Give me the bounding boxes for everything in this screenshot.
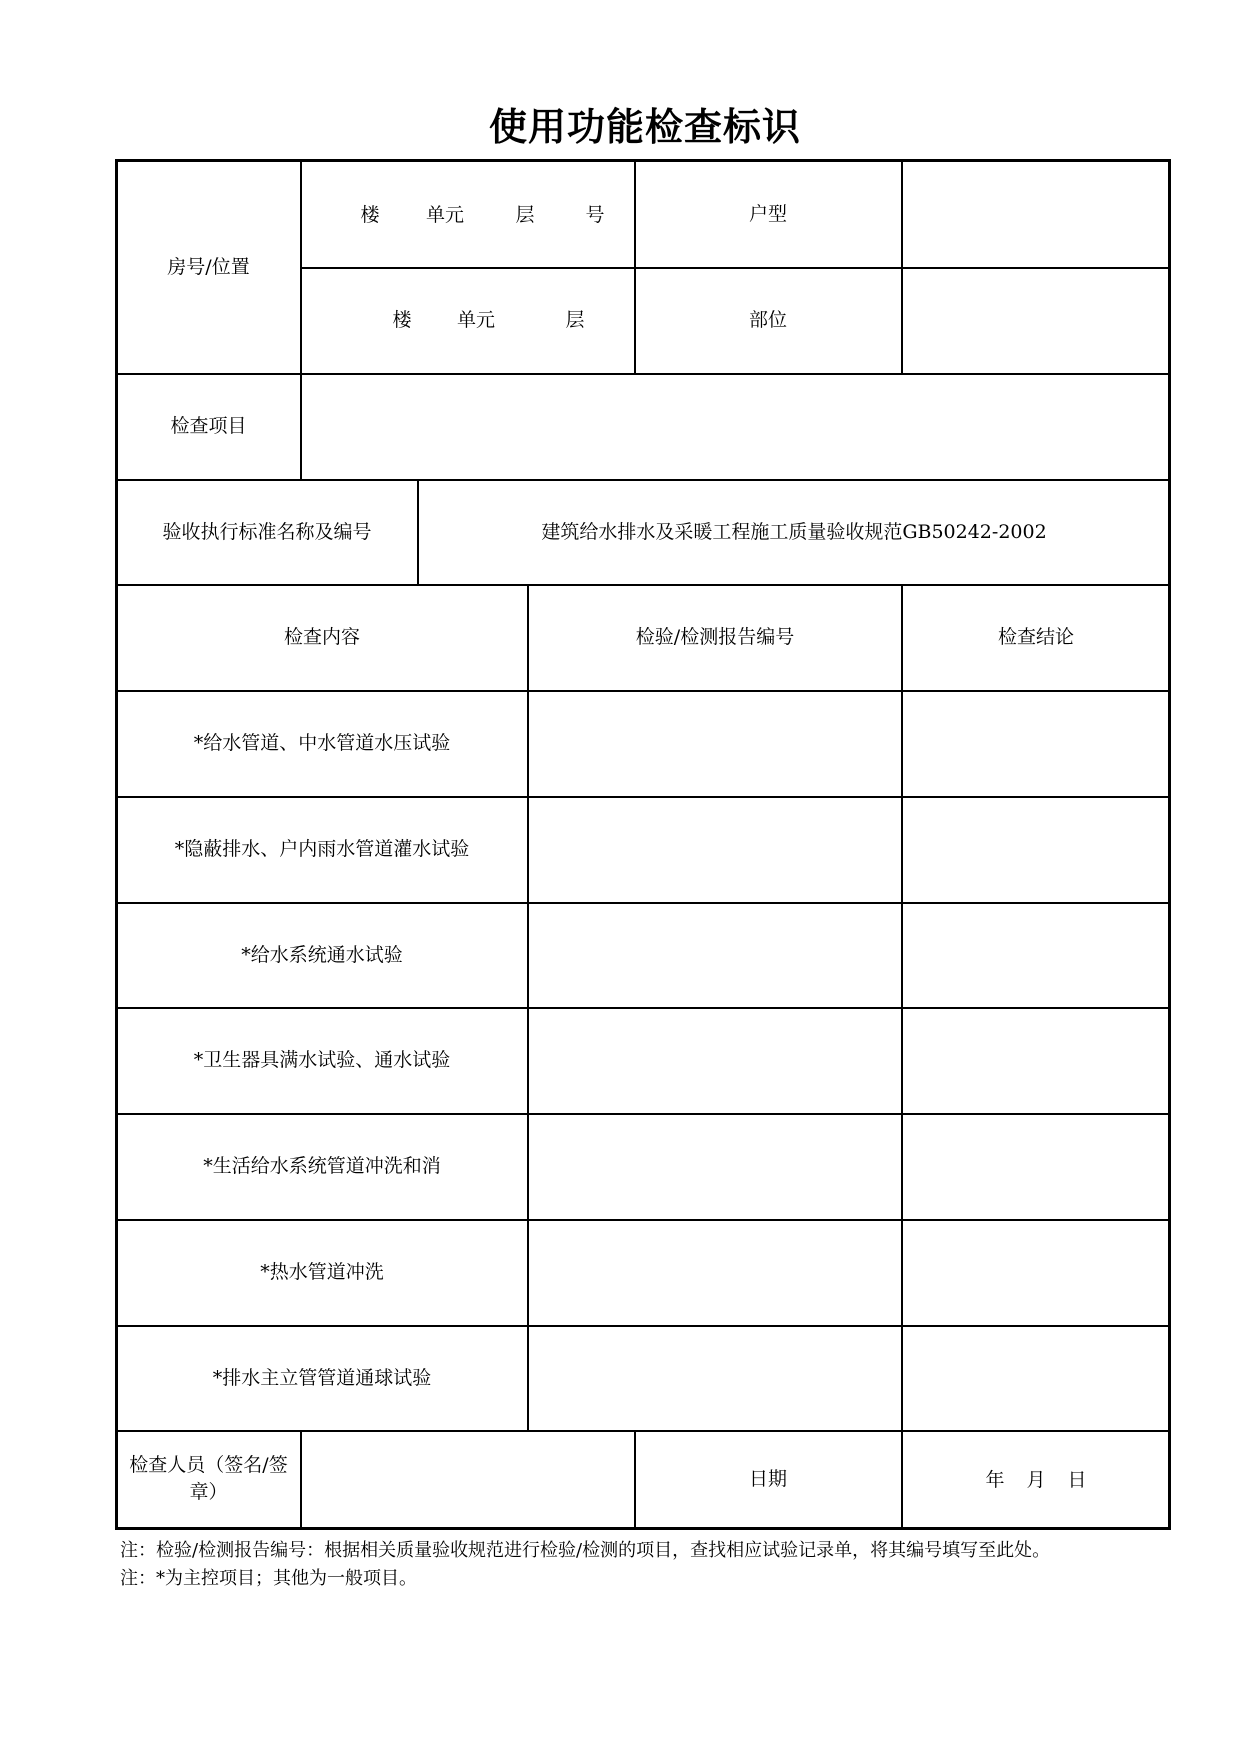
date-day-label: 日: [1067, 1468, 1087, 1491]
conclusion-field[interactable]: [903, 1326, 1169, 1430]
part-value-field[interactable]: [903, 268, 1169, 373]
document-title: 使用功能检查标识: [488, 105, 801, 149]
building-field-label: 楼: [360, 203, 380, 226]
table-row-content: *卫生器具满水试验、通水试验: [193, 1049, 451, 1071]
report-number-field[interactable]: [529, 1114, 901, 1219]
table-row-content: *热水管道冲洗: [260, 1261, 384, 1283]
notes: [120, 1537, 1120, 1593]
conclusion-field[interactable]: [903, 1008, 1169, 1113]
conclusion-field[interactable]: [903, 903, 1169, 1007]
table-row-content: *给水系统通水试验: [241, 943, 403, 966]
table-row-content: *排水主立管管道通球试验: [212, 1366, 432, 1389]
report-number-field[interactable]: [529, 903, 901, 1007]
building-field-label: 楼: [392, 308, 412, 331]
inspector-label: 检查人员（签名/签章）: [129, 1454, 288, 1503]
table-row-content: *给水管道、中水管道水压试验: [193, 732, 451, 754]
report-number-field[interactable]: [529, 1326, 901, 1430]
part-label: 部位: [748, 309, 787, 331]
table-row-content: *生活给水系统管道冲洗和消: [203, 1155, 441, 1177]
inspection-item-label: 检查项目: [170, 415, 247, 437]
report-number-field[interactable]: [529, 1220, 901, 1325]
conclusion-field[interactable]: [903, 691, 1169, 796]
table-row-content: *隐蔽排水、户内雨水管道灌水试验: [174, 838, 470, 860]
report-number-field[interactable]: [529, 797, 901, 902]
unit-type-label: 户型: [748, 202, 787, 225]
report-number-field[interactable]: [529, 1008, 901, 1113]
report-number-field[interactable]: [529, 691, 901, 796]
conclusion-field[interactable]: [903, 1114, 1169, 1219]
location-label: 房号/位置: [167, 255, 250, 278]
date-year-label: 年: [985, 1468, 1005, 1491]
unit-type-value-field[interactable]: [903, 161, 1169, 267]
header-inspection-content: 检查内容: [283, 626, 360, 648]
conclusion-field[interactable]: [903, 1220, 1169, 1325]
date-label: 日期: [748, 1467, 787, 1490]
header-report-number: 检验/检测报告编号: [635, 626, 795, 648]
floor-field-label: 层: [565, 308, 585, 331]
col-divider: [300, 161, 302, 374]
header-conclusion: 检查结论: [997, 626, 1074, 648]
col-divider: [901, 1430, 903, 1529]
unit-field-label: 单元: [425, 203, 464, 226]
conclusion-field[interactable]: [903, 797, 1169, 902]
standard-label: 验收执行标准名称及编号: [162, 520, 372, 543]
inspector-signature-field[interactable]: [302, 1431, 634, 1527]
date-month-label: 月: [1026, 1468, 1046, 1491]
note-report-number: 注：检验/检测报告编号：根据相关质量验收规范进行检验/检测的项目，查找相应试验记录单，将其编号填写至此处。: [120, 1540, 1051, 1561]
note-main-control: 注：*为主控项目；其他为一般项目。: [120, 1568, 417, 1589]
standard-value: 建筑给水排水及采暖工程施工质量验收规范GB50242-2002: [541, 520, 1047, 543]
unit-field-label: 单元: [456, 308, 495, 331]
floor-field-label: 层: [515, 203, 535, 226]
room-number-field-label: 号: [585, 203, 605, 226]
inspection-item-value-field[interactable]: [302, 374, 1169, 479]
